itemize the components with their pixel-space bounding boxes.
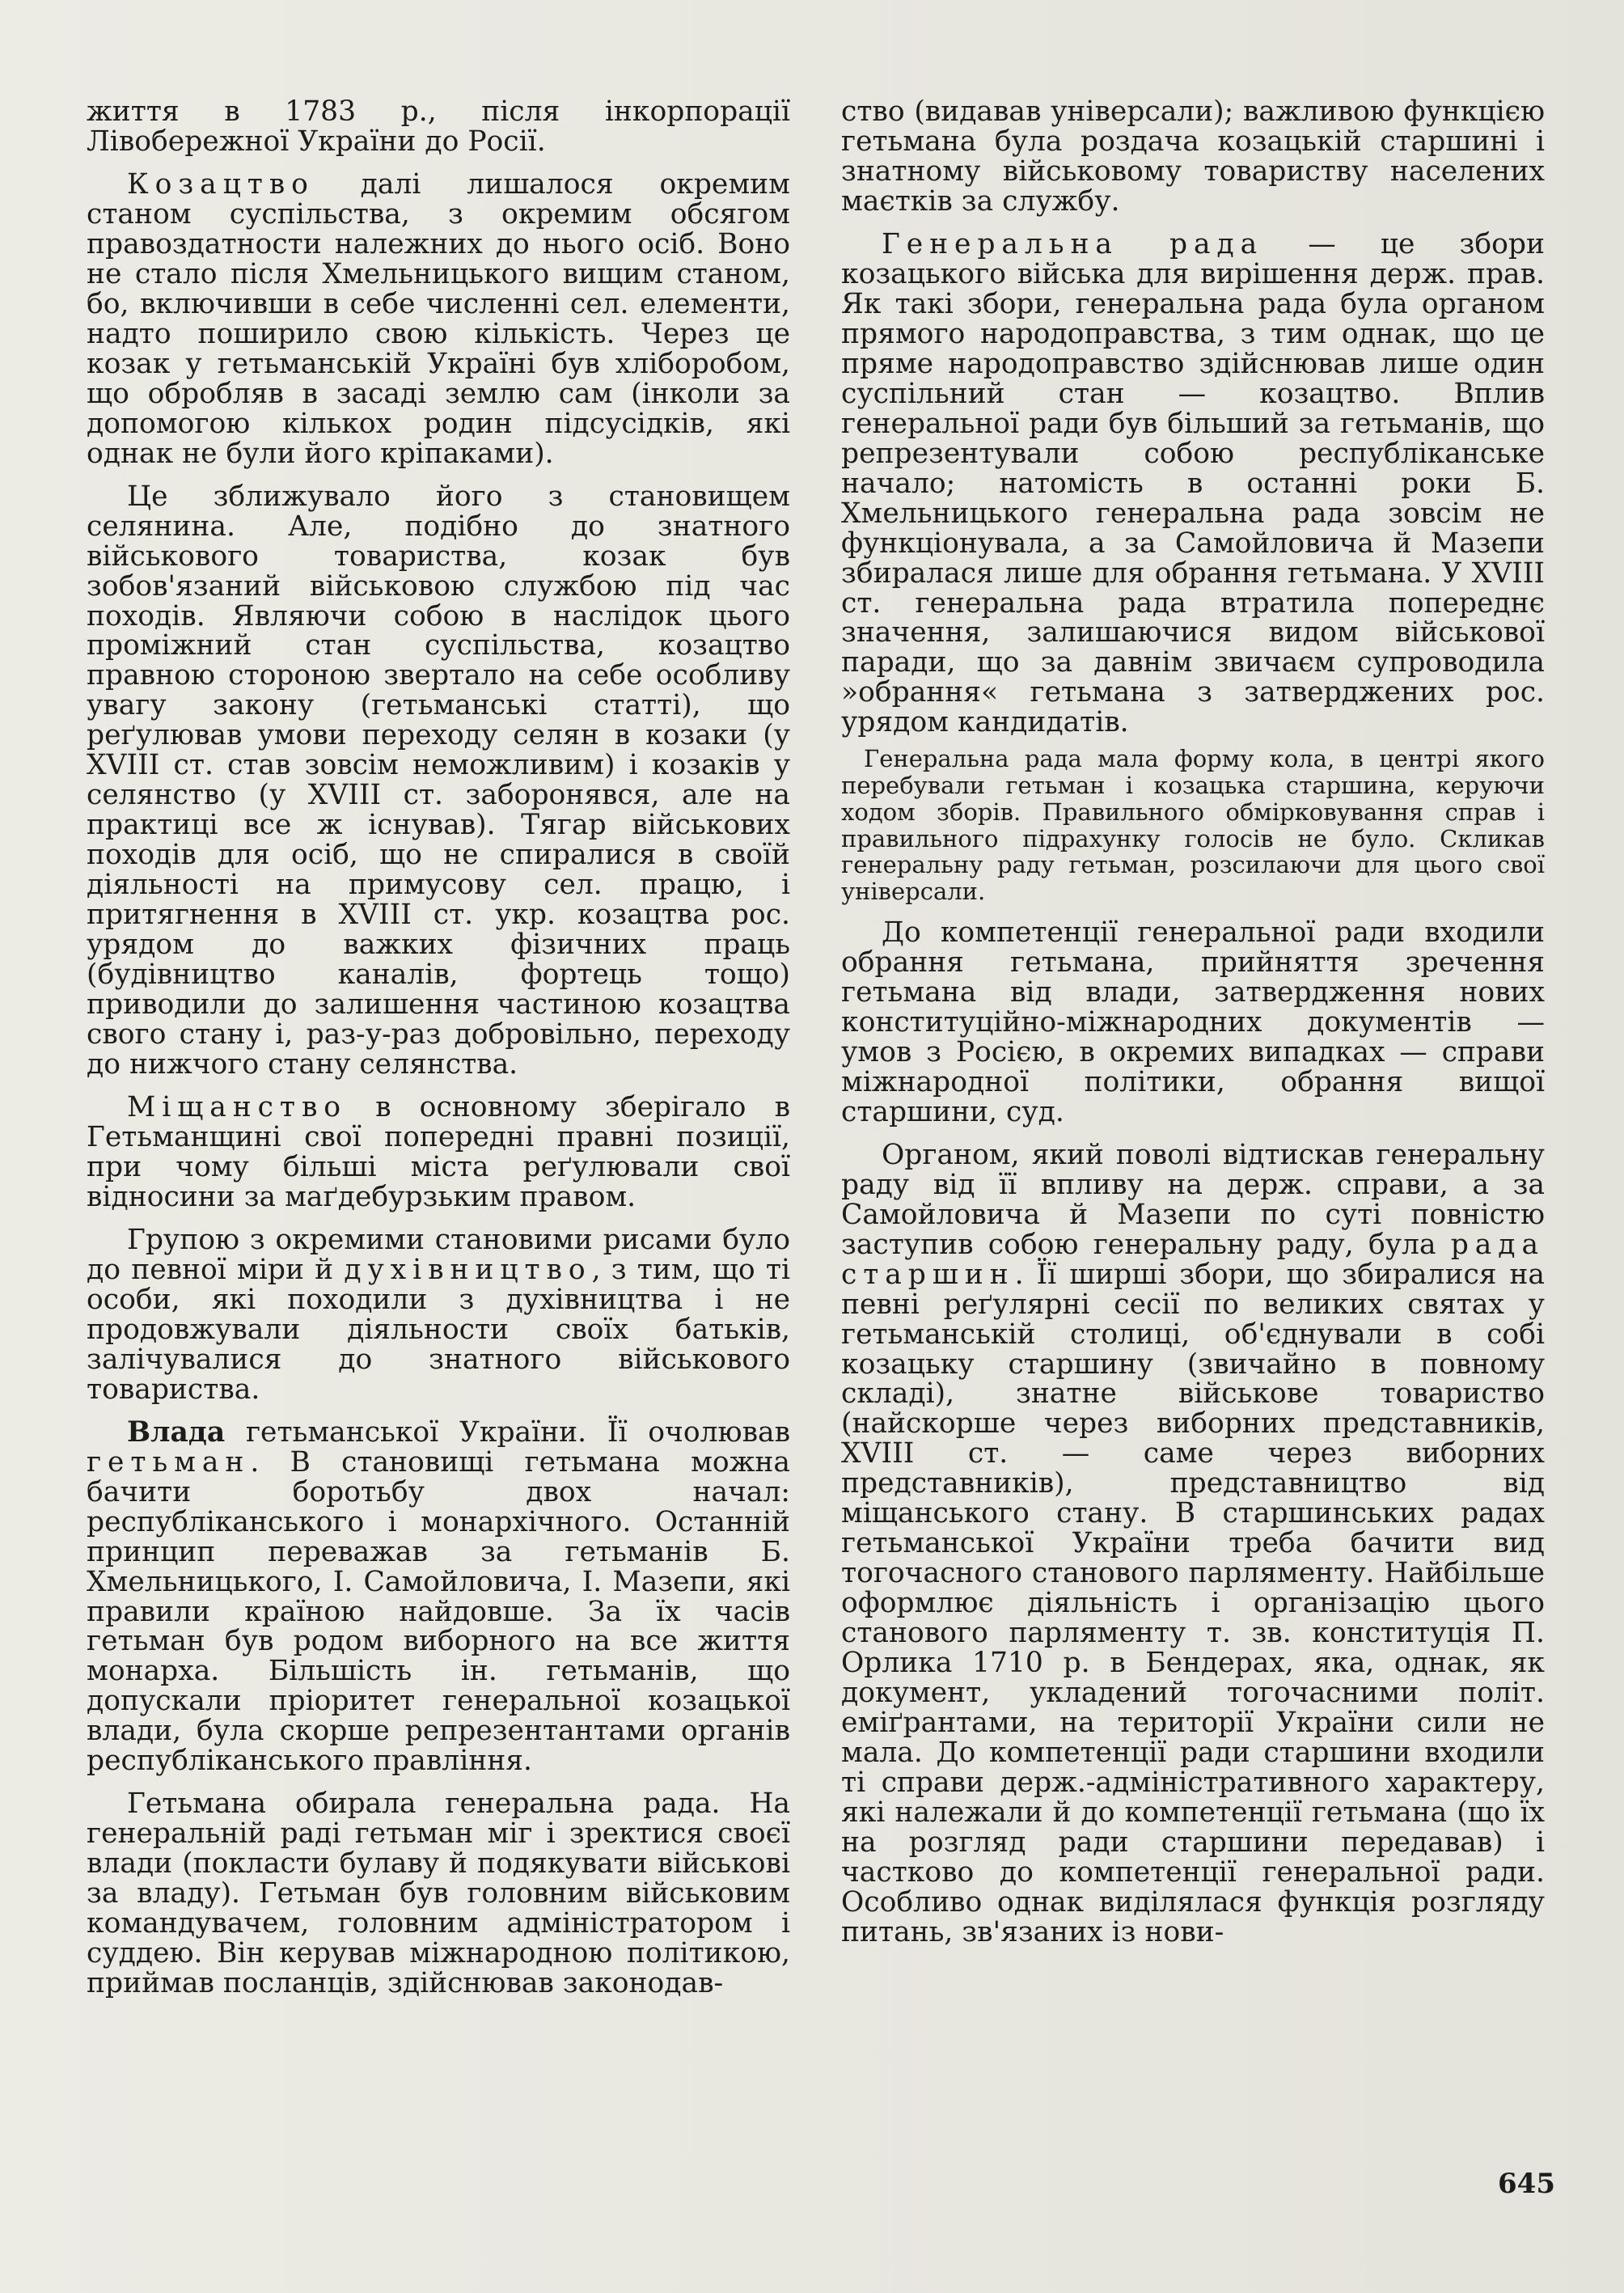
term-kozatstvo: Козацтво xyxy=(127,167,315,201)
left-column xyxy=(87,97,790,1999)
paragraph-kozatstvo xyxy=(87,167,790,470)
paragraph xyxy=(841,918,1545,1127)
paragraph-text: . В становищі гетьмана можна бачити боротьбу двох начал: республіканського і монархічного. Останній принцип переважав за гетьманів Б. Хмельницького, І. Самойловича, І. Мазепи, які правили країною найдовше. За їх часів гетьман був родом виборного на все життя монарха. Більшість ін. гетьманів, що допускали пріоритет генеральної козацької влади, була скорше репрезентантами органів республіканського правління. xyxy=(87,1445,790,1778)
term-heneralna-rada: Генеральна рада xyxy=(882,227,1264,260)
paragraph-text: , з тим, що ті особи, які походили з духівництва і не продовжували діяльности своїх батьків, залічувалися до знатного військового товариства. xyxy=(87,1253,790,1406)
term-mishchanstvo: Міщанство xyxy=(127,1091,348,1123)
paragraph-text: Групою з окремими становими рисами було до певної міри й xyxy=(87,1223,790,1286)
paragraph xyxy=(87,1789,790,1999)
paragraph-text: До компетенції генеральної ради входили обрання гетьмана, прийняття зречення гетьмана від влади, затвердження нових конституційно-міжнародних документів — умов з Росією, в окремих випадках — справи міжнародної політики, обрання вищої старшини, суд. xyxy=(841,916,1545,1128)
paragraph-text: життя в 1783 р., після інкорпорації Лівобережної України до Росії. xyxy=(87,95,790,158)
paragraph-text: далі лишалося окремим станом суспільства, з окремим обсягом правоздатности належних до нього осіб. Воно не стало після Хмельницького вищим станом, бо, включивши в себе численні сел. елементи, надто поширило свою кількість. Через це козак у гетьманській Україні був хліборобом, що обробляв в засаді землю сам (інколи за допомогою кількох родин підсусідків, які однак не були його кріпаками). xyxy=(87,167,790,470)
paragraph-text: ство (видавав універсали); важливою функцією гетьмана була роздача козацькій старшині і знатному військовому товариству населених маєтків за службу. xyxy=(841,95,1545,218)
paragraph-text: Це зближувало його з становищем селянина. Але, подібно до знатного військового товариства, козак був зобов'язаний військовою службою під час походів. Являючи собою в наслідок цього проміжний стан суспільства, козацтво правною стороною звертало на себе особливу увагу закону (гетьманські статті), що реґулював умови переходу селян в козаки (у XVIII ст. став зовсім неможливим) і козаків у селянство (у XVIII ст. заборонявся, але на практиці все ж існував). Тягар військових походів для осіб, що не спиралися в своїй діяльності на примусову сел. працю, і притягнення в XVIII ст. укр. козацтва рос. урядом до важких фізичних праць (будівництво каналів, фортець тощо) приводили до залишення частиною козацтва свого стану і, раз-у-раз добровільно, переходу до нижчого стану селянства. xyxy=(87,480,790,1081)
term-vlada: Влада xyxy=(127,1415,226,1449)
paragraph-text: . Її ширші збори, що збиралися на певні реґулярні сесії по великих святах у гетьманській столиці, об'єднували в собі козацьку старшину (звичайно в повному складі), знатне військове товариство (найскорше через виборних представників, XVIII ст. — саме через виборних представників), представництво від міщанського стану. В старшинських радах гетьманської України треба бачити вид тогочасного станового парляменту. Найбільше оформлює діяльність і організацію цього станового парляменту т. зв. конституція П. Орлика 1710 р. в Бендерах, яка, однак, як документ, укладений тогочасними політ. еміґрантами, на території України сили не мала. До компетенції ради старшини входили ті справи держ.-адміністративного характеру, які належали й до компетенції гетьмана (що їх на розгляд ради старшини передавав) і частково до компетенції генеральної ради. Особливо однак виділялася функція розгляду питань, зв'язаних із нови- xyxy=(841,1258,1545,1948)
paragraph-text: в основному зберігало в Гетьманщині свої попередні правні позиції, при чому більші міста реґулювали свої відносини за маґдебурзьким правом. xyxy=(87,1091,790,1213)
paragraph-text: — це збори козацького війська для вирішення держ. прав. Як такі збори, генеральна рада була органом прямого народоправства, з тим однак, що це пряме народоправство здійснював лише один суспільний стан — козацтво. Вплив генеральної ради був більший за гетьманів, що репрезентували собою республіканське начало; натомість в останні роки Б. Хмельницького генеральна рада зовсім не функціонувала, а за Самойловича й Мазепи збиралася лише для обрання гетьмана. У XVIII ст. генеральна рада втратила попереднє значення, залишаючися видом військової паради, що за давнім звичаєм супроводила »обрання« гетьмана з затверджених рос. урядом кандидатів. xyxy=(841,227,1545,739)
paragraph-dukhivnytstvo xyxy=(87,1225,790,1405)
paragraph xyxy=(841,97,1545,217)
page-number: 645 xyxy=(1498,2168,1555,2200)
paragraph xyxy=(87,482,790,1080)
paragraph-vlada xyxy=(87,1415,790,1778)
term-hetman: гетьман xyxy=(87,1445,251,1479)
paragraph-mishchanstvo xyxy=(87,1093,790,1212)
term-rada-starshyn: рада старшин xyxy=(841,1228,1545,1291)
paragraph-heneralna-rada xyxy=(841,227,1545,739)
paragraph xyxy=(87,97,790,157)
paragraph-text: Гетьмана обирала генеральна рада. На генеральній раді гетьман міг і зректися своєї влади (покласти булаву й подякувати військові за владу). Гетьман був головним військовим командувачем, головним адміністратором і суддею. Він керував міжнародною політикою, приймав посланців, здійснював законодав- xyxy=(87,1787,790,2000)
paragraph-text: Органом, який поволі відтискав генеральну раду від її впливу на держ. справи, а за Самойловича й Мазепи по суті повністю заступив собою генеральну раду, була xyxy=(841,1138,1545,1261)
paragraph-rada-starshyn xyxy=(841,1140,1545,1948)
paragraph-text: гетьманської України. Її очолював xyxy=(225,1415,790,1449)
small-print-note: Генеральна рада мала форму кола, в центрі якого перебували гетьман і козацька старшина, керуючи ходом зборів. Правильного обмірковування справ і правильного підрахунку голосів не було. Скликав генеральну раду гетьман, розсилаючи для цього свої універсали. xyxy=(841,745,1545,906)
right-column xyxy=(841,97,1545,1948)
term-dukhivnytstvo: духівництво xyxy=(344,1253,592,1286)
